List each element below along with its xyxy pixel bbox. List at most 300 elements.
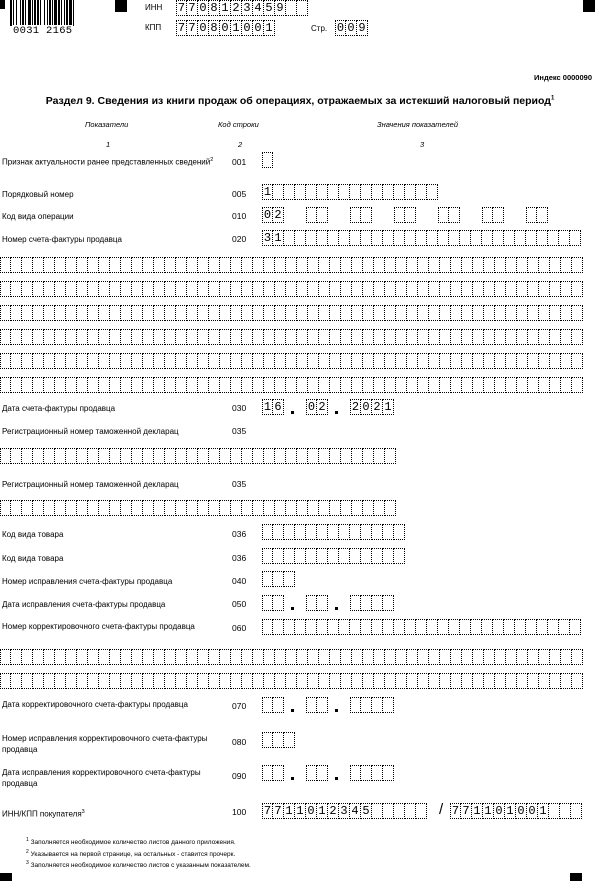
digit-cell[interactable] xyxy=(44,329,55,345)
digit-cell[interactable]: 0 xyxy=(361,399,372,415)
digit-cell[interactable] xyxy=(372,595,383,611)
digit-cell[interactable] xyxy=(264,377,275,393)
digit-cell[interactable] xyxy=(473,281,484,297)
digit-cell[interactable] xyxy=(99,353,110,369)
digit-cell[interactable] xyxy=(372,524,383,540)
digit-cell[interactable]: 0 xyxy=(336,21,345,35)
digit-cell[interactable] xyxy=(33,305,44,321)
digit-cell[interactable] xyxy=(517,353,528,369)
digit-cell[interactable] xyxy=(405,230,416,246)
digit-cell[interactable] xyxy=(297,353,308,369)
digit-cell[interactable] xyxy=(273,732,284,748)
digit-cell[interactable] xyxy=(539,281,550,297)
digit-cell[interactable] xyxy=(482,619,493,635)
row-060-cont-1[interactable] xyxy=(0,649,583,665)
digit-cell[interactable] xyxy=(429,329,440,345)
digit-cell[interactable] xyxy=(220,281,231,297)
digit-cell[interactable] xyxy=(154,500,165,516)
digit-cell[interactable] xyxy=(350,595,361,611)
digit-cell[interactable] xyxy=(22,257,33,273)
digit-cell[interactable] xyxy=(561,377,572,393)
digit-cell[interactable] xyxy=(372,548,383,564)
digit-cell[interactable] xyxy=(22,329,33,345)
digit-cell[interactable] xyxy=(328,524,339,540)
digit-cell[interactable] xyxy=(438,230,449,246)
digit-cell[interactable] xyxy=(275,448,286,464)
digit-cell[interactable] xyxy=(550,353,561,369)
digit-cell[interactable] xyxy=(427,184,438,200)
digit-cell[interactable] xyxy=(350,207,361,223)
digit-cell[interactable] xyxy=(220,649,231,665)
row-010-cells-5[interactable] xyxy=(438,207,460,223)
digit-cell[interactable]: 7 xyxy=(263,804,272,818)
digit-cell[interactable] xyxy=(231,329,242,345)
digit-cell[interactable] xyxy=(22,500,33,516)
digit-cell[interactable] xyxy=(363,281,374,297)
digit-cell[interactable] xyxy=(361,619,372,635)
digit-cell[interactable] xyxy=(143,305,154,321)
digit-cell[interactable] xyxy=(352,353,363,369)
digit-cell[interactable]: 0 xyxy=(527,803,538,819)
digit-cell[interactable]: 8 xyxy=(209,0,220,16)
digit-cell[interactable] xyxy=(352,377,363,393)
digit-cell[interactable]: 8 xyxy=(209,20,220,36)
digit-cell[interactable] xyxy=(132,281,143,297)
digit-cell[interactable] xyxy=(341,281,352,297)
digit-cell[interactable] xyxy=(176,257,187,273)
digit-cell[interactable] xyxy=(374,353,385,369)
digit-cell[interactable]: 6 xyxy=(273,399,284,415)
digit-cell[interactable] xyxy=(482,207,493,223)
digit-cell[interactable] xyxy=(429,649,440,665)
digit-cell[interactable] xyxy=(33,257,44,273)
digit-cell[interactable] xyxy=(22,377,33,393)
digit-cell[interactable] xyxy=(394,803,405,819)
digit-cell[interactable] xyxy=(341,673,352,689)
digit-cell[interactable] xyxy=(297,649,308,665)
digit-cell[interactable]: 1 xyxy=(263,400,272,414)
digit-cell[interactable] xyxy=(328,230,339,246)
digit-cell[interactable] xyxy=(154,649,165,665)
digit-cell[interactable] xyxy=(418,329,429,345)
digit-cell[interactable] xyxy=(231,257,242,273)
digit-cell[interactable] xyxy=(308,377,319,393)
digit-cell[interactable] xyxy=(77,649,88,665)
digit-cell[interactable] xyxy=(262,524,273,540)
digit-cell[interactable]: 1 xyxy=(220,0,231,16)
digit-cell[interactable] xyxy=(440,353,451,369)
digit-cell[interactable] xyxy=(407,649,418,665)
digit-cell[interactable] xyxy=(0,329,11,345)
digit-cell[interactable]: 1 xyxy=(295,803,306,819)
digit-cell[interactable] xyxy=(308,673,319,689)
digit-cell[interactable] xyxy=(330,329,341,345)
digit-cell[interactable] xyxy=(350,548,361,564)
digit-cell[interactable] xyxy=(187,329,198,345)
digit-cell[interactable] xyxy=(242,305,253,321)
digit-cell[interactable] xyxy=(66,649,77,665)
digit-cell[interactable] xyxy=(471,619,482,635)
digit-cell[interactable] xyxy=(286,281,297,297)
digit-cell[interactable]: 9 xyxy=(275,0,286,16)
digit-cell[interactable] xyxy=(110,377,121,393)
digit-cell[interactable] xyxy=(176,329,187,345)
row-010-cells-2[interactable] xyxy=(306,207,328,223)
digit-cell[interactable] xyxy=(264,673,275,689)
row-030-day-cells[interactable] xyxy=(262,399,284,415)
digit-cell[interactable] xyxy=(253,281,264,297)
digit-cell[interactable] xyxy=(165,305,176,321)
digit-cell[interactable] xyxy=(286,353,297,369)
digit-cell[interactable] xyxy=(561,305,572,321)
digit-cell[interactable] xyxy=(462,329,473,345)
digit-cell[interactable] xyxy=(176,500,187,516)
digit-cell[interactable] xyxy=(121,281,132,297)
digit-cell[interactable] xyxy=(154,448,165,464)
row-030-year-cells[interactable] xyxy=(350,399,394,415)
digit-cell[interactable] xyxy=(429,673,440,689)
digit-cell[interactable] xyxy=(506,305,517,321)
digit-cell[interactable] xyxy=(66,448,77,464)
digit-cell[interactable] xyxy=(187,448,198,464)
digit-cell[interactable] xyxy=(517,329,528,345)
digit-cell[interactable] xyxy=(209,448,220,464)
digit-cell[interactable] xyxy=(473,649,484,665)
digit-cell[interactable] xyxy=(231,305,242,321)
digit-cell[interactable] xyxy=(484,649,495,665)
digit-cell[interactable] xyxy=(559,230,570,246)
digit-cell[interactable] xyxy=(187,673,198,689)
digit-cell[interactable] xyxy=(528,329,539,345)
digit-cell[interactable] xyxy=(308,500,319,516)
digit-cell[interactable] xyxy=(132,353,143,369)
digit-cell[interactable] xyxy=(339,230,350,246)
digit-cell[interactable] xyxy=(571,803,582,819)
digit-cell[interactable] xyxy=(361,524,372,540)
digit-cell[interactable] xyxy=(372,697,383,713)
digit-cell[interactable] xyxy=(99,305,110,321)
digit-cell[interactable] xyxy=(451,353,462,369)
digit-cell[interactable]: 1 xyxy=(505,803,516,819)
digit-cell[interactable]: 2 xyxy=(273,207,284,223)
digit-cell[interactable] xyxy=(44,257,55,273)
digit-cell[interactable] xyxy=(209,329,220,345)
digit-cell[interactable] xyxy=(284,524,295,540)
digit-cell[interactable] xyxy=(484,353,495,369)
digit-cell[interactable] xyxy=(306,184,317,200)
digit-cell[interactable] xyxy=(374,305,385,321)
digit-cell[interactable] xyxy=(284,230,295,246)
digit-cell[interactable] xyxy=(383,184,394,200)
digit-cell[interactable] xyxy=(473,257,484,273)
digit-cell[interactable] xyxy=(319,377,330,393)
digit-cell[interactable] xyxy=(176,305,187,321)
digit-cell[interactable] xyxy=(361,548,372,564)
digit-cell[interactable]: 3 xyxy=(263,231,272,245)
digit-cell[interactable] xyxy=(273,571,284,587)
row-090-month-cells[interactable] xyxy=(306,765,328,781)
row-020-cont-2[interactable] xyxy=(0,281,583,297)
digit-cell[interactable] xyxy=(99,500,110,516)
digit-cell[interactable]: 5 xyxy=(264,0,275,16)
digit-cell[interactable] xyxy=(495,329,506,345)
digit-cell[interactable] xyxy=(418,673,429,689)
digit-cell[interactable] xyxy=(560,803,571,819)
digit-cell[interactable] xyxy=(262,571,273,587)
digit-cell[interactable] xyxy=(286,448,297,464)
digit-cell[interactable] xyxy=(264,500,275,516)
digit-cell[interactable] xyxy=(385,673,396,689)
digit-cell[interactable] xyxy=(88,257,99,273)
digit-cell[interactable] xyxy=(374,649,385,665)
digit-cell[interactable] xyxy=(99,377,110,393)
digit-cell[interactable] xyxy=(262,595,273,611)
digit-cell[interactable] xyxy=(361,697,372,713)
row-080-cells[interactable] xyxy=(262,732,295,748)
digit-cell[interactable] xyxy=(110,305,121,321)
digit-cell[interactable] xyxy=(22,673,33,689)
digit-cell[interactable] xyxy=(570,619,581,635)
digit-cell[interactable] xyxy=(361,184,372,200)
digit-cell[interactable] xyxy=(0,257,11,273)
digit-cell[interactable] xyxy=(506,649,517,665)
digit-cell[interactable] xyxy=(132,305,143,321)
digit-cell[interactable]: 1 xyxy=(231,20,242,36)
digit-cell[interactable] xyxy=(253,500,264,516)
digit-cell[interactable]: 7 xyxy=(177,21,186,35)
digit-cell[interactable] xyxy=(396,673,407,689)
digit-cell[interactable] xyxy=(275,673,286,689)
digit-cell[interactable] xyxy=(506,377,517,393)
digit-cell[interactable] xyxy=(361,230,372,246)
digit-cell[interactable] xyxy=(484,329,495,345)
digit-cell[interactable] xyxy=(462,257,473,273)
digit-cell[interactable] xyxy=(526,230,537,246)
digit-cell[interactable] xyxy=(385,305,396,321)
buyer-inn-cells[interactable] xyxy=(262,803,427,819)
digit-cell[interactable] xyxy=(231,448,242,464)
digit-cell[interactable] xyxy=(132,500,143,516)
digit-cell[interactable] xyxy=(550,673,561,689)
digit-cell[interactable] xyxy=(484,281,495,297)
digit-cell[interactable] xyxy=(550,305,561,321)
digit-cell[interactable] xyxy=(473,673,484,689)
digit-cell[interactable] xyxy=(438,207,449,223)
digit-cell[interactable] xyxy=(165,448,176,464)
digit-cell[interactable] xyxy=(385,353,396,369)
digit-cell[interactable] xyxy=(220,329,231,345)
digit-cell[interactable] xyxy=(374,673,385,689)
digit-cell[interactable] xyxy=(396,377,407,393)
digit-cell[interactable] xyxy=(262,697,273,713)
digit-cell[interactable]: 3 xyxy=(339,803,350,819)
digit-cell[interactable] xyxy=(264,329,275,345)
digit-cell[interactable] xyxy=(284,732,295,748)
digit-cell[interactable] xyxy=(396,649,407,665)
digit-cell[interactable] xyxy=(275,257,286,273)
digit-cell[interactable] xyxy=(121,500,132,516)
digit-cell[interactable] xyxy=(297,281,308,297)
digit-cell[interactable] xyxy=(242,649,253,665)
digit-cell[interactable] xyxy=(275,329,286,345)
digit-cell[interactable] xyxy=(352,673,363,689)
digit-cell[interactable] xyxy=(363,500,374,516)
row-010-cells-1[interactable] xyxy=(262,207,284,223)
digit-cell[interactable] xyxy=(176,377,187,393)
digit-cell[interactable] xyxy=(165,281,176,297)
row-035-cells[interactable] xyxy=(0,500,396,516)
digit-cell[interactable] xyxy=(429,281,440,297)
digit-cell[interactable] xyxy=(264,448,275,464)
digit-cell[interactable] xyxy=(506,673,517,689)
digit-cell[interactable] xyxy=(143,377,154,393)
digit-cell[interactable] xyxy=(154,377,165,393)
digit-cell[interactable] xyxy=(330,673,341,689)
digit-cell[interactable] xyxy=(550,329,561,345)
digit-cell[interactable] xyxy=(11,377,22,393)
digit-cell[interactable] xyxy=(297,448,308,464)
digit-cell[interactable]: 2 xyxy=(328,803,339,819)
digit-cell[interactable] xyxy=(341,500,352,516)
digit-cell[interactable] xyxy=(165,257,176,273)
digit-cell[interactable] xyxy=(88,377,99,393)
digit-cell[interactable] xyxy=(306,765,317,781)
digit-cell[interactable] xyxy=(66,353,77,369)
row-010-cells-4[interactable] xyxy=(394,207,416,223)
digit-cell[interactable] xyxy=(176,281,187,297)
digit-cell[interactable] xyxy=(0,305,11,321)
digit-cell[interactable] xyxy=(561,257,572,273)
digit-cell[interactable] xyxy=(297,673,308,689)
digit-cell[interactable] xyxy=(319,305,330,321)
digit-cell[interactable] xyxy=(407,257,418,273)
digit-cell[interactable] xyxy=(44,305,55,321)
digit-cell[interactable] xyxy=(427,619,438,635)
digit-cell[interactable] xyxy=(11,257,22,273)
digit-cell[interactable] xyxy=(341,649,352,665)
digit-cell[interactable] xyxy=(88,500,99,516)
digit-cell[interactable] xyxy=(165,673,176,689)
digit-cell[interactable] xyxy=(528,649,539,665)
digit-cell[interactable] xyxy=(209,305,220,321)
digit-cell[interactable] xyxy=(231,673,242,689)
digit-cell[interactable] xyxy=(539,673,550,689)
digit-cell[interactable] xyxy=(33,377,44,393)
digit-cell[interactable] xyxy=(165,329,176,345)
digit-cell[interactable]: 5 xyxy=(361,803,372,819)
digit-cell[interactable]: 1 xyxy=(264,20,275,36)
digit-cell[interactable] xyxy=(306,595,317,611)
digit-cell[interactable] xyxy=(374,281,385,297)
digit-cell[interactable] xyxy=(0,377,11,393)
digit-cell[interactable] xyxy=(383,803,394,819)
page-cells[interactable] xyxy=(335,20,368,36)
digit-cell[interactable] xyxy=(559,619,570,635)
digit-cell[interactable] xyxy=(165,353,176,369)
digit-cell[interactable] xyxy=(339,548,350,564)
digit-cell[interactable] xyxy=(572,377,583,393)
digit-cell[interactable] xyxy=(385,281,396,297)
digit-cell[interactable] xyxy=(429,257,440,273)
digit-cell[interactable] xyxy=(132,329,143,345)
digit-cell[interactable]: 1 xyxy=(383,399,394,415)
digit-cell[interactable] xyxy=(121,377,132,393)
digit-cell[interactable] xyxy=(0,353,11,369)
digit-cell[interactable]: 1 xyxy=(483,803,494,819)
digit-cell[interactable] xyxy=(572,353,583,369)
digit-cell[interactable] xyxy=(55,281,66,297)
digit-cell[interactable] xyxy=(110,673,121,689)
digit-cell[interactable] xyxy=(220,257,231,273)
digit-cell[interactable] xyxy=(253,649,264,665)
digit-cell[interactable] xyxy=(427,230,438,246)
digit-cell[interactable] xyxy=(306,207,317,223)
digit-cell[interactable] xyxy=(286,673,297,689)
digit-cell[interactable] xyxy=(132,377,143,393)
digit-cell[interactable] xyxy=(198,305,209,321)
digit-cell[interactable] xyxy=(55,377,66,393)
digit-cell[interactable] xyxy=(273,697,284,713)
digit-cell[interactable] xyxy=(253,377,264,393)
digit-cell[interactable] xyxy=(383,595,394,611)
inn-cells[interactable] xyxy=(176,0,308,16)
digit-cell[interactable] xyxy=(352,649,363,665)
digit-cell[interactable] xyxy=(231,500,242,516)
digit-cell[interactable] xyxy=(330,448,341,464)
digit-cell[interactable] xyxy=(209,649,220,665)
digit-cell[interactable] xyxy=(418,353,429,369)
digit-cell[interactable] xyxy=(33,353,44,369)
digit-cell[interactable] xyxy=(242,448,253,464)
digit-cell[interactable] xyxy=(297,0,308,16)
row-090-year-cells[interactable] xyxy=(350,765,394,781)
digit-cell[interactable] xyxy=(44,500,55,516)
digit-cell[interactable] xyxy=(451,377,462,393)
digit-cell[interactable] xyxy=(418,649,429,665)
digit-cell[interactable] xyxy=(262,765,273,781)
digit-cell[interactable] xyxy=(526,207,537,223)
digit-cell[interactable] xyxy=(286,649,297,665)
digit-cell[interactable] xyxy=(209,281,220,297)
digit-cell[interactable] xyxy=(295,184,306,200)
digit-cell[interactable] xyxy=(165,500,176,516)
digit-cell[interactable] xyxy=(308,329,319,345)
digit-cell[interactable] xyxy=(262,152,273,168)
digit-cell[interactable] xyxy=(405,803,416,819)
digit-cell[interactable] xyxy=(361,207,372,223)
digit-cell[interactable] xyxy=(416,619,427,635)
digit-cell[interactable] xyxy=(385,257,396,273)
digit-cell[interactable] xyxy=(88,673,99,689)
digit-cell[interactable]: 7 xyxy=(187,0,198,16)
digit-cell[interactable] xyxy=(440,377,451,393)
digit-cell[interactable] xyxy=(396,281,407,297)
digit-cell[interactable] xyxy=(99,673,110,689)
digit-cell[interactable] xyxy=(308,353,319,369)
digit-cell[interactable] xyxy=(328,619,339,635)
row-001-cells[interactable] xyxy=(262,152,273,168)
row-010-cells-6[interactable] xyxy=(482,207,504,223)
digit-cell[interactable] xyxy=(504,230,515,246)
digit-cell[interactable] xyxy=(528,281,539,297)
row-020-cont-1[interactable] xyxy=(0,257,583,273)
digit-cell[interactable] xyxy=(526,619,537,635)
digit-cell[interactable] xyxy=(11,353,22,369)
digit-cell[interactable] xyxy=(242,500,253,516)
digit-cell[interactable] xyxy=(528,353,539,369)
digit-cell[interactable] xyxy=(550,649,561,665)
digit-cell[interactable] xyxy=(493,619,504,635)
